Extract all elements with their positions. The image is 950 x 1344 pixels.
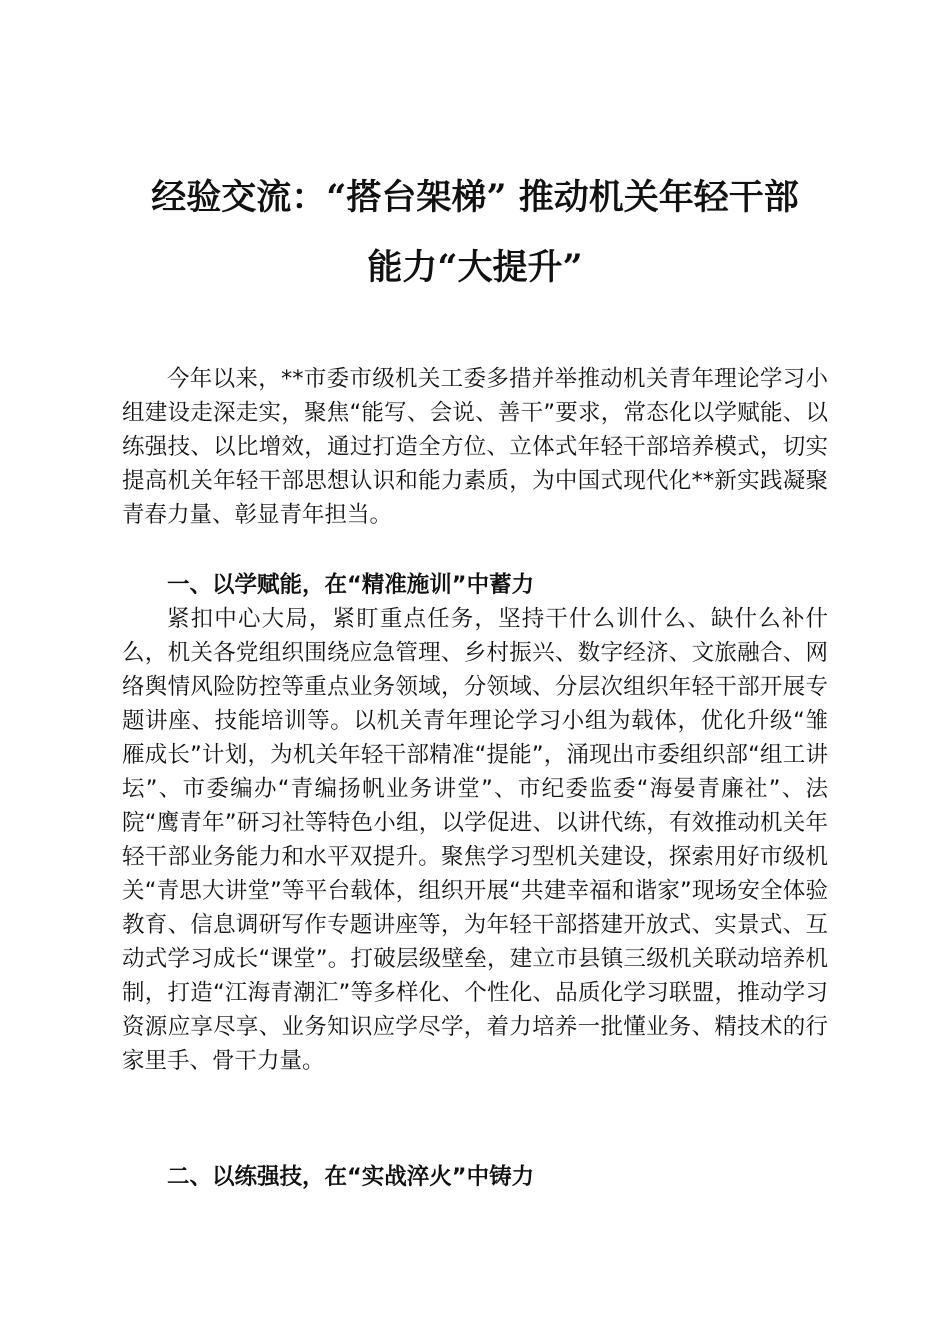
document-title-line-2: 能力“大提升” <box>367 247 583 288</box>
section-1-body: 紧扣中心大局，紧盯重点任务，坚持干什么训什么、缺什么补什么，机关各党组织围绕应急管理、乡村振兴、数字经济、文旅融合、网络舆情风险防控等重点业务领域，分领域、分层次组织年轻干部开展专题讲座、技能培训等。以机关青年理论学习小组为载体，优化升级“雏雁成长”计划，为机关年轻干部精准“提能”，涌现出市委组织部“组工讲坛”、市委编办“青编扬帆业务讲堂”、市纪委监委“海晏青廉社”、法院“鹰青年”研习社等特色小组，以学促进、以讲代练，有效推动机关年轻干部业务能力和水平双提升。聚焦学习型机关建设，探索用好市级机关“青思大讲堂”等平台载体，组织开展“共建幸福和谐家”现场安全体验教育、信息调研写作专题讲座等，为年轻干部搭建开放式、实景式、互动式学习成长“课堂”。打破层级壁垒，建立市县镇三级机关联动培养机制，打造“江海青潮汇”等多样化、个性化、品质化学习联盟，推动学习资源应享尽享、业务知识应学尽学，着力培养一批懂业务、精技术的行家里手、骨干力量。 <box>122 606 828 1074</box>
section-2-heading: 二、以练强技，在“实战淬火”中铸力 <box>167 1164 535 1190</box>
section-1-heading: 一、以学赋能，在“精准施训”中蓄力 <box>167 572 535 598</box>
document-title-line-1: 经验交流：“搭台架梯” 推动机关年轻干部 <box>151 177 799 218</box>
intro-paragraph: 今年以来，**市委市级机关工委多措并举推动机关青年理论学习小组建设走深走实，聚焦“能写、会说、善干”要求，常态化以学赋能、以练强技、以比增效，通过打造全方位、立体式年轻干部培养模式，切实提高机关年轻干部思想认识和能力素质，为中国式现代化**新实践凝聚青春力量、彰显青年担当。 <box>122 366 828 528</box>
